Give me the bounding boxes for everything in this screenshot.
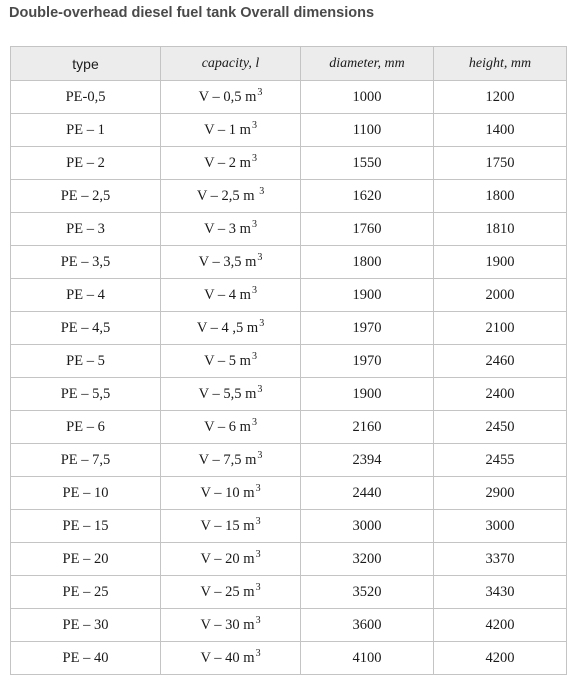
table-row [11,312,567,345]
cell-type: PE – 20 [11,543,161,576]
cell-capacity [161,279,301,312]
cell-diameter: 2440 [301,477,434,510]
table-row [11,345,567,378]
cell-diameter: 3600 [301,609,434,642]
cell-type: PE – 1 [11,114,161,147]
cell-height: 4200 [434,642,567,675]
cell-type: PE – 5 [11,345,161,378]
capacity-value: V – 25 m [200,583,255,600]
cell-diameter: 1970 [301,345,434,378]
capacity-unit-exponent: 3 [255,548,261,560]
cell-capacity [161,378,301,411]
table-row [11,543,567,576]
capacity-value: V – 5 m [204,352,251,369]
capacity-unit-exponent: 3 [255,482,261,494]
cell-diameter: 2160 [301,411,434,444]
column-header-type: type [11,47,161,81]
cell-capacity [161,477,301,510]
cell-diameter: 3200 [301,543,434,576]
capacity-unit-exponent: 3 [255,581,261,593]
cell-height: 2450 [434,411,567,444]
cell-type: PE – 25 [11,576,161,609]
table-row [11,213,567,246]
column-header-height: height, mm [434,47,567,81]
cell-diameter: 4100 [301,642,434,675]
column-header-diameter: diameter, mm [301,47,434,81]
cell-type: PE – 2,5 [11,180,161,213]
capacity-unit-exponent: 3 [251,284,257,296]
cell-height: 1810 [434,213,567,246]
table-row [11,510,567,543]
capacity-unit-exponent: 3 [251,119,257,131]
capacity-value: V – 5,5 m [198,385,257,402]
cell-height: 2000 [434,279,567,312]
cell-height: 2455 [434,444,567,477]
cell-diameter: 1970 [301,312,434,345]
cell-diameter: 2394 [301,444,434,477]
cell-height: 1400 [434,114,567,147]
capacity-value: V – 7,5 m [198,451,257,468]
table-row [11,642,567,675]
table-row [11,378,567,411]
cell-height: 1900 [434,246,567,279]
cell-capacity [161,345,301,378]
table-row [11,444,567,477]
cell-height: 2100 [434,312,567,345]
cell-diameter: 1900 [301,378,434,411]
cell-diameter: 1900 [301,279,434,312]
capacity-value: V – 15 m [200,517,255,534]
capacity-unit-exponent: 3 [255,515,261,527]
cell-diameter: 1000 [301,81,434,114]
table-row [11,279,567,312]
capacity-value: V – 0,5 m [198,88,257,105]
capacity-unit-exponent: 3 [257,383,263,395]
capacity-value: V – 3 m [204,220,251,237]
capacity-unit-exponent: 3 [259,317,265,329]
cell-type: PE – 10 [11,477,161,510]
cell-capacity [161,444,301,477]
cell-diameter: 3520 [301,576,434,609]
capacity-value: V – 2 m [204,154,251,171]
table-row [11,180,567,213]
table-row [11,114,567,147]
capacity-value: V – 4 ,5 m [196,319,259,336]
table-row [11,81,567,114]
cell-type: PE – 40 [11,642,161,675]
page-title: Double-overhead diesel fuel tank Overall dimensions [9,5,375,21]
capacity-unit-exponent: 3 [251,350,257,362]
cell-capacity [161,147,301,180]
capacity-value: V – 1 m [204,121,251,138]
cell-type: PE – 2 [11,147,161,180]
capacity-unit-exponent: 3 [251,152,257,164]
cell-height: 2460 [434,345,567,378]
cell-diameter: 1800 [301,246,434,279]
cell-capacity [161,609,301,642]
table-row [11,609,567,642]
cell-type: PE-0,5 [11,81,161,114]
cell-capacity [161,642,301,675]
capacity-value: V – 6 m [204,418,251,435]
dimensions-table [10,46,567,675]
capacity-unit-exponent: 3 [259,185,265,197]
cell-type: PE – 4 [11,279,161,312]
table-header-row [11,47,567,81]
cell-type: PE – 4,5 [11,312,161,345]
cell-diameter: 1100 [301,114,434,147]
cell-type: PE – 30 [11,609,161,642]
capacity-value: V – 20 m [200,550,255,567]
cell-height: 2400 [434,378,567,411]
cell-capacity [161,81,301,114]
cell-capacity [161,246,301,279]
cell-capacity [161,312,301,345]
table-row [11,576,567,609]
capacity-value: V – 30 m [200,616,255,633]
capacity-value: V – 40 m [200,649,255,666]
capacity-unit-exponent: 3 [251,218,257,230]
capacity-unit-exponent: 3 [257,251,263,263]
cell-diameter: 1760 [301,213,434,246]
cell-capacity [161,213,301,246]
cell-type: PE – 7,5 [11,444,161,477]
cell-diameter: 3000 [301,510,434,543]
cell-capacity [161,180,301,213]
cell-type: PE – 3,5 [11,246,161,279]
cell-height: 3370 [434,543,567,576]
cell-capacity [161,114,301,147]
capacity-unit-exponent: 3 [257,449,263,461]
cell-type: PE – 5,5 [11,378,161,411]
table-row [11,246,567,279]
capacity-value: V – 10 m [200,484,255,501]
table-row [11,147,567,180]
cell-height: 2900 [434,477,567,510]
capacity-value: V – 4 m [204,286,251,303]
column-header-capacity: capacity, l [161,47,301,81]
capacity-value: V – 2,5 m [196,187,259,204]
cell-capacity [161,411,301,444]
cell-height: 1750 [434,147,567,180]
capacity-unit-exponent: 3 [255,614,261,626]
cell-height: 3430 [434,576,567,609]
cell-height: 1200 [434,81,567,114]
capacity-unit-exponent: 3 [251,416,257,428]
capacity-unit-exponent: 3 [255,647,261,659]
cell-height: 4200 [434,609,567,642]
cell-type: PE – 3 [11,213,161,246]
table-body [11,81,567,675]
cell-diameter: 1620 [301,180,434,213]
capacity-unit-exponent: 3 [257,86,263,98]
cell-capacity [161,576,301,609]
table-row [11,411,567,444]
cell-capacity [161,543,301,576]
cell-capacity [161,510,301,543]
cell-type: PE – 6 [11,411,161,444]
cell-type: PE – 15 [11,510,161,543]
capacity-value: V – 3,5 m [198,253,257,270]
table-row [11,477,567,510]
cell-height: 1800 [434,180,567,213]
cell-diameter: 1550 [301,147,434,180]
cell-height: 3000 [434,510,567,543]
